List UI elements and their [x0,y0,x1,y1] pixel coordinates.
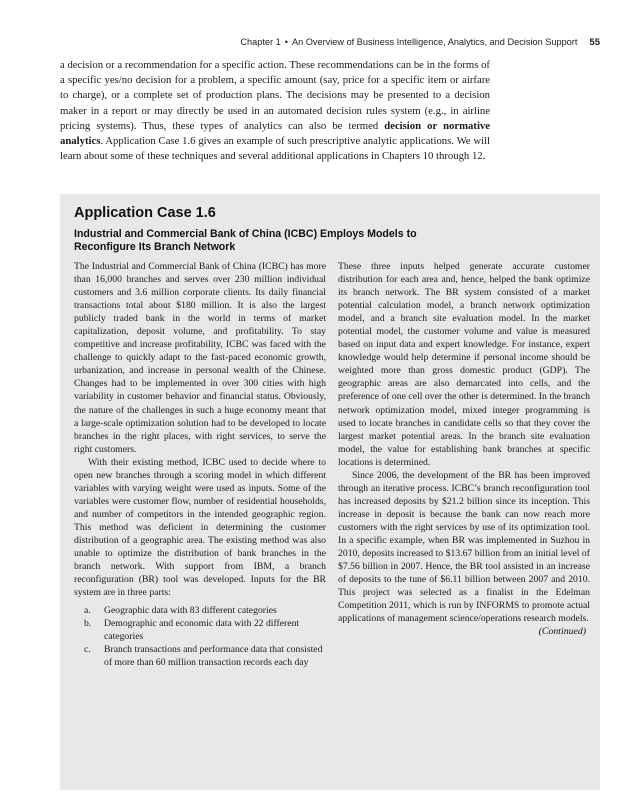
chapter-label: Chapter 1 [240,37,281,47]
list-marker: b. [84,618,92,630]
list-item-text: Branch transactions and performance data that consisted of more than 60 million transaction records each day [104,644,323,669]
list-item [74,604,326,617]
intro-text-after: . Application Case 1.6 gives an example of such prescriptive analytic applications. We will learn about some of these techniques and several additional applications in Chapters 10 through 12. [60,135,490,163]
case-right-paragraph-1: These three inputs helped generate accurate customer distribution for each area and, hence, helped the bank optimize its branch network. The BR system consisted of a market potential calculation model, a branch network optimization model, and a branch site evaluation model. In the market potential model, the customer volume and value is measured based on input data and expert knowledge. For instance, expert knowledge would help determine if personal income should be weighted more than gross domestic product (GDP). The geographic areas are also demarcated into cells, and the preference of one cell over the other is determined. In the branch network optimization model, mixed integer programming is used to locate branches in candidate cells so that they cover the largest market potential areas. In the branch site evaluation model, the value for establishing bank branches at specific locations is determined. [338,261,590,468]
list-item-text: Demographic and economic data with 22 different categories [104,618,300,643]
chapter-title: An Overview of Business Intelligence, Analytics, and Decision Support [291,37,578,47]
case-label: Application Case 1.6 [74,205,216,221]
list-item [74,643,326,669]
running-header [60,37,600,48]
case-left-paragraph-1: The Industrial and Commercial Bank of China (ICBC) has more than 16,000 branches and serves over 230 million individual customers and 3.6 million corporate clients. Its daily financial transactions total about $180 million. It is also the largest publicly traded bank in the world in terms of market capitalization, deposit volume, and profitability. To stay competitive and increase profitability, ICBC was faced with the challenge to quickly adapt to the fast-paced economic growth, urbanization, and increase in personal wealth of the Chinese. Changes had to be implemented in over 300 cities with high variability in customer behavior and financial status. Obviously, the nature of the challenges in such a huge economy meant that a large-scale optimization solution had to be developed to locate branches in the right places, with right services, to serve the right customers. [74,261,326,455]
case-title: Industrial and Commercial Bank of China (ICBC) Employs Models to Reconfigure Its Branch Network [74,228,417,253]
case-left-column [74,260,326,669]
list-marker: a. [84,605,91,617]
input-list [74,604,326,669]
case-right-paragraph-2: Since 2006, the development of the BR has been improved through an iterative process. ICBC’s branch reconfiguration tool has increased deposits by $21.2 billion since its inception. This increase in deposit is because the bank can now reach more customers with the right services by use of its optimization tool. In a specific example, when BR was implemented in Suzhou in 2010, deposits increased to $13.67 billion from an initial level of $7.56 billion in 2007. Hence, the BR tool assisted in an increase of deposits to the tune of $6.11 billion between 2007 and 2010. This project was selected as a finalist in the Edelman Competition 2011, which is run by INFORMS to promote actual applications of management science/operations research models. [338,469,590,625]
application-case-box [60,194,600,790]
intro-text-before: a decision or a recommendation for a specific action. These recommendations can be in the forms of a specific yes/no decision for a problem, a specific amount (say, price for a specific item or airfare to charge), or a complete set of production plans. The decisions may be presented to a decision maker in a report or may directly be used in an automated decision rules system (e.g., in airline pricing systems). Thus, these types of analytics can also be termed [60,59,490,132]
header-separator: • [284,37,288,47]
case-right-column [338,260,590,625]
list-item-text: Geographic data with 83 different categories [104,605,277,617]
intro-bold-term: decision or normative analytics [60,119,491,148]
list-marker: c. [84,644,91,656]
continued-note: (Continued) [538,626,586,637]
page-number: 55 [589,37,600,48]
list-item [74,617,326,643]
intro-paragraph [60,58,490,164]
case-left-paragraph-2: With their existing method, ICBC used to decide where to open new branches through a scoring model in which different variables with varying weight were used as inputs. Some of the variables were customer flow, number of residential households, and number of competitors in the intended geographic region. This method was deficient in determining the customer distribution of a geographic area. The existing method was also unable to optimize the distribution of bank branches in the branch network. With support from IBM, a branch reconfiguration (BR) tool was developed. Inputs for the BR system are in three parts: [74,456,326,599]
